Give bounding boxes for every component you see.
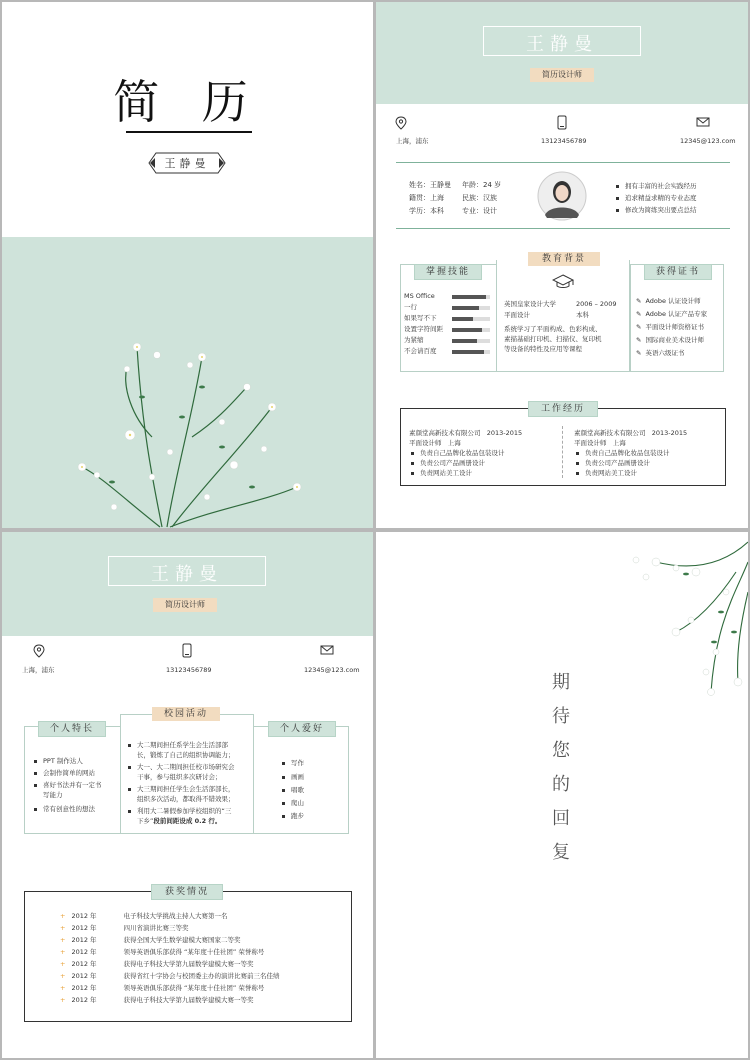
info-education: 学历：本科 [409,207,444,215]
list-item: 长，锻炼了自己的组织协调能力； [137,751,235,759]
highlight-item: 拥有丰富的社会实践经历 [616,181,697,191]
mail-icon [696,117,710,127]
highlight-item: 追求精益求精的专业态度 [616,193,697,203]
closing-char: 的 [552,774,570,795]
closing-char: 待 [552,706,570,727]
cover-name: 王静曼 [164,157,210,170]
work-heading: 工作经历 [528,401,598,417]
edu-desc: 素描基础打印机、扫描仪、复印机 [504,335,602,343]
phone-icon [557,115,567,130]
closing-char: 回 [552,808,570,829]
pencil-icon: ✎ [636,323,642,331]
pencil-icon: ✎ [636,336,642,344]
skill-bar [452,295,490,299]
award-row: + 2012 年 电子科技大学挑战主持人大赛第一名 [60,912,228,920]
pencil-icon: ✎ [636,310,642,318]
list-item: PPT 制作达人 [34,756,83,766]
hobbies-heading: 个人爱好 [268,721,336,737]
resume-page-1: 王静曼 简历设计师 上海，浦东 13123456789 12345@123.com 姓名：王静曼 籍贯：上海 学历：本科 年龄：24 岁 民族：汉族 专业：设计 拥有丰富的社会实践经历 追求精益求精的专业态度 修改为简练突出要点总结 掌握技能 教育背景 获得证书 MS Office 一行 如果写不下 设置字符间距 为紧缩 不会请百度 英国皇家设计大学 2006 – 2009 平面设计 本科 系统学习了平面构成、色彩构成、 素描基础打印机、扫描仪、复印机 等设备的特性及应用等课程 ✎ Adobe 认证设计师 ✎ Adobe 认证产品专家 ✎ 平面设计师资格证书 ✎ 国际商业美术设计师 ✎ 英语六级证书 工作经历 素颜堂高新技术有限公司 2013-2015 平面设计师 上海 负责自己品牌化妆品包装设计 负责公司产品画册设计 负责网站美工设计 素颜堂高新技术有限公司 2013-2015 平面设计师 上海 负责自己品牌化妆品包装设计 负责公司产品画册设计 负责网站美工设计 [376,2,748,528]
list-item: 常有创意性的想法 [34,804,95,814]
cover-title: 简 历 [113,75,262,129]
award-row: + 2012 年 获得全国大学生数学建模大赛国家二等奖 [60,936,241,944]
campus-heading: 校园活动 [152,707,220,721]
pencil-icon: ✎ [636,297,642,305]
list-item: 爬山 [282,798,304,808]
skill-bar [452,317,490,321]
award-row: + 2012 年 获得电子科技大学第九届数学建模大赛一等奖 [60,996,254,1004]
closing-char: 您 [552,740,570,761]
location-icon [395,116,407,130]
closing-char: 期 [552,672,570,693]
cover-band [2,237,373,528]
awards-heading: 获奖情况 [151,884,223,900]
list-item: 会制作简单的网站 [34,768,95,778]
personal-heading: 个人特长 [38,721,106,737]
phone-icon [182,643,192,658]
list-item: 喜好书法并有一定书 [34,780,102,790]
award-row: + 2012 年 四川省演讲比赛三等奖 [60,924,189,932]
list-item: 跑步 [282,811,304,821]
list-item: 唱歌 [282,785,304,795]
skill-bar [452,350,490,354]
list-item: 写作 [282,758,304,768]
resume-page-2 [2,532,373,1058]
list-item: 干事，参与组织多次研讨会； [137,773,222,781]
closing-page [376,532,748,1058]
skill-bar [452,328,490,332]
info-rule-top [396,162,730,163]
skill-label: 如果写不下 [404,314,437,322]
edu-school: 英国皇家设计大学 [504,300,556,308]
cert-item: ✎ Adobe 认证设计师 [636,297,701,305]
skill-label: 设置字符间距 [404,325,443,333]
certs-heading: 获得证书 [644,264,712,280]
skills-heading: 掌握技能 [414,264,482,280]
info-name: 姓名：王静曼 [409,181,451,189]
cert-item: ✎ 平面设计师资格证书 [636,323,704,331]
list-item: 组织多次活动，都取得不错效果； [137,795,235,803]
award-row: + 2012 年 领导英语俱乐部获得 “某年度十佳社团” 荣誉称号 [60,984,265,992]
cert-item: ✎ 国际商业美术设计师 [636,336,704,344]
skill-label: 不会请百度 [404,347,437,355]
skill-bar [452,306,490,310]
location-text: 上海，浦东 [396,137,429,145]
highlight-item: 修改为简练突出要点总结 [616,205,697,215]
info-ethnicity: 民族：汉族 [462,194,497,202]
edu-desc: 系统学习了平面构成、色彩构成、 [504,325,602,333]
edu-major: 平面设计 [504,311,530,319]
skill-label: 为紧缩 [404,336,424,344]
edu-desc: 等设备的特性及应用等课程 [504,345,582,353]
pencil-icon: ✎ [636,349,642,357]
work-divider [562,426,563,478]
phone-text: 13123456789 [166,666,212,674]
edu-degree: 本科 [576,311,589,319]
closing-char: 复 [552,842,570,863]
cert-item: ✎ Adobe 认证产品专家 [636,310,708,318]
flower-plant-illustration [2,237,373,528]
list-item: 利用大二暑假参加学校组织的“三 [128,806,231,816]
role-tag: 简历设计师 [153,598,217,612]
phone-text: 13123456789 [541,137,587,145]
header-name: 王静曼 [526,34,598,55]
cover-page [2,2,373,528]
list-item: 大一、大二期间担任校市场研究会 [128,762,235,772]
education-heading: 教育背景 [528,252,600,266]
list-item: 下乡”段前间距设成 0.2 行。 [137,817,222,825]
cover-divider [126,131,252,133]
skill-bar [452,339,490,343]
cert-item: ✎ 英语六级证书 [636,349,685,357]
cover-name-badge [148,152,226,174]
list-item: 写能力 [43,791,63,799]
edu-period: 2006 – 2009 [576,300,617,308]
info-rule-bottom [396,228,730,229]
graduation-cap-icon [552,274,574,290]
header-name: 王静曼 [151,564,223,585]
flower-branch-illustration [616,532,748,702]
location-text: 上海，浦东 [22,666,55,674]
info-hometown: 籍贯：上海 [409,194,444,202]
info-age: 年龄：24 岁 [462,181,502,189]
award-row: + 2012 年 获得省红十字协会与校团委主办的演讲比赛前三名佳绩 [60,972,280,980]
role-tag: 简历设计师 [530,68,594,82]
list-item: 画画 [282,772,304,782]
award-row: + 2012 年 领导英语俱乐部获得 “某年度十佳社团” 荣誉称号 [60,948,265,956]
award-row: + 2012 年 获得电子科技大学第九届数学建模大赛一等奖 [60,960,254,968]
skill-label: 一行 [404,303,417,311]
info-major: 专业：设计 [462,207,497,215]
skill-label: MS Office [404,292,435,300]
email-text: 12345@123.com [304,666,360,674]
email-text: 12345@123.com [680,137,736,145]
list-item: 大二期间担任系学生会生活部部 [128,740,228,750]
list-item: 大三期间担任学生会生活部部长， [128,784,235,794]
avatar [537,171,587,221]
mail-icon [320,645,334,655]
location-icon [33,644,45,658]
